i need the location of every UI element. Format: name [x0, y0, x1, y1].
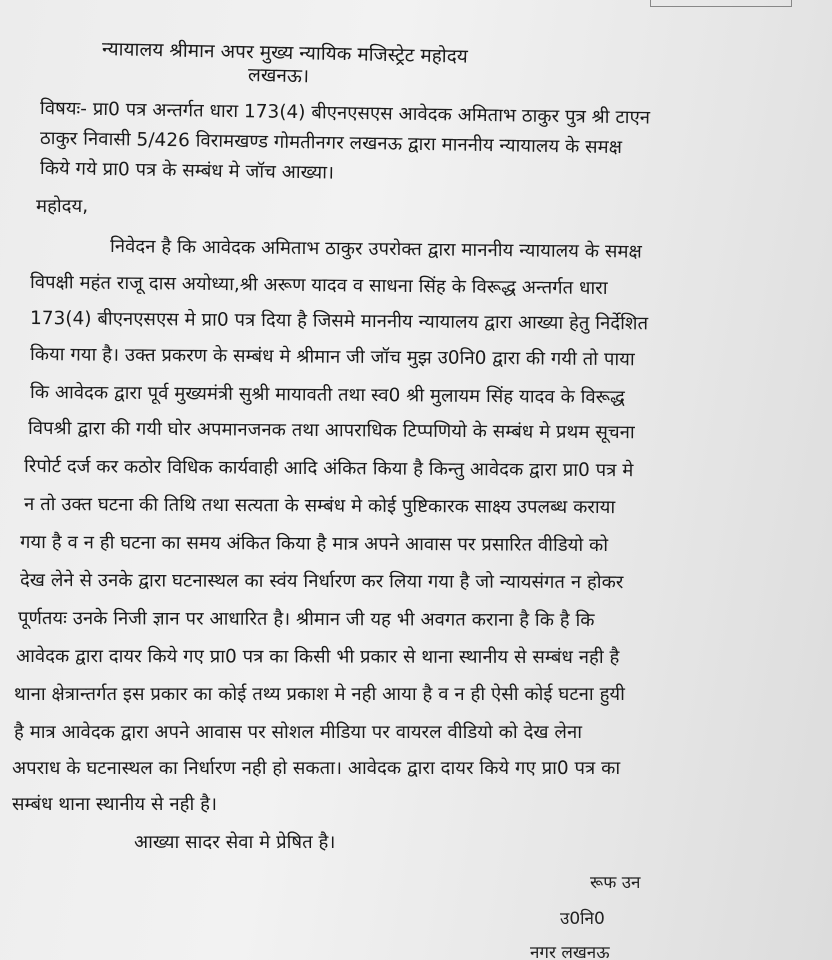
body-line-4: किया गया है। उक्त प्रकरण के सम्बंध मे श्रीमान जी जॉच मुझ उ0नि0 द्वारा की गयी तो पाया [29, 344, 635, 371]
body-line-16: सम्बंध थाना स्थानीय से नही है। [12, 794, 217, 815]
body-line-6: विपश्री द्वारा की गयी घोर अपमानजनक तथा आपराधिक टिप्पणियो के सम्बंध मे प्रथम सूचना [27, 418, 635, 444]
signature-line-2: उ0नि0 [560, 909, 605, 929]
body-line-10: देख लेने से उनके द्वारा घटनास्थल का स्वंय निर्धारण कर लिया गया है जो न्यायसंगत न होकर [19, 570, 624, 594]
body-line-14: है मात्र आवेदक द्वारा अपने आवास पर सोशल मीडिया पर वायरल वीडियो को देख लेना [14, 722, 583, 743]
body-line-5: कि आवेदक द्वारा पूर्व मुख्यमंत्री सुश्री मायावती तथा स्व0 श्री मुलायम सिंह यादव के विरूद्ध [29, 382, 625, 409]
signature-line-1: रूफ उन [590, 873, 641, 893]
top-right-box-edge [650, 0, 792, 7]
signature-line-3: नगर लखनऊ [530, 943, 610, 960]
subject-line-3: किये गये प्रा0 पत्र के सम्बंध मे जॉच आख्या। [39, 158, 335, 184]
body-line-8: न तो उक्त घटना की तिथि तथा सत्यता के सम्बंध मे कोई पुष्टिकारक साक्ष्य उपलब्ध कराया [23, 494, 616, 519]
salutation: महोदय, [36, 196, 89, 217]
subject-line-2: ठाकुर निवासी 5/426 विरामखण्ड गोमतीनगर लखनऊ द्वारा माननीय न्यायालय के समक्ष [39, 128, 623, 159]
closing-line: आख्या सादर सेवा मे प्रेषित है। [134, 832, 336, 853]
top-edge-strip [0, 0, 832, 14]
body-line-2: विपक्षी महंत राजू दास अयोध्या,श्री अरूण यादव व साधना सिंह के विरूद्ध अन्तर्गत धारा [29, 272, 608, 300]
body-line-3: 173(4) बीएनएसएस मे प्रा0 पत्र दिया है जिसमे माननीय न्यायालय द्वारा आख्या हेतु निर्देशित [29, 308, 649, 335]
body-line-12: आवेदक द्वारा दायर किये गए प्रा0 पत्र का किसी भी प्रकार से थाना स्थानीय से सम्बंध नही है [15, 646, 620, 669]
body-line-9: गया है व न ही घटना का समय अंकित किया है मात्र अपने आवास पर प्रसारित वीडियो को [19, 532, 609, 557]
letter-heading-line2: लखनऊ। [247, 64, 310, 88]
body-line-15: अपराध के घटनास्थल का निर्धारण नही हो सकता। आवेदक द्वारा दायर किये गए प्रा0 पत्र का [12, 758, 621, 779]
letter-heading-line1: न्यायालय श्रीमान अपर मुख्य न्यायिक मजिस्ट्रेट महोदय [101, 38, 469, 68]
body-line-7: रिपोर्ट दर्ज कर कठोर विधिक कार्यवाही आदि अंकित किया है किन्तु आवेदक द्वारा प्रा0 पत्र मे [23, 456, 634, 482]
subject-line-1: विषयः- प्रा0 पत्र अन्तर्गत धारा 173(4) बीएनएसएस आवेदक अमिताभ ठाकुर पुत्र श्री टाएन [39, 98, 651, 129]
body-line-11: पूर्णतयः उनके निजी ज्ञान पर आधारित है। श्रीमान जी यह भी अवगत कराना है कि है कि [17, 608, 595, 632]
body-line-13: थाना क्षेत्रान्तर्गत इस प्रकार का कोई तथ्य प्रकाश मे नही आया है व न ही ऐसी कोई घटना हुयी [14, 684, 625, 705]
body-line-1: निवेदन है कि आवेदक अमिताभ ठाकुर उपरोक्त द्वारा माननीय न्यायालय के समक्ष [109, 236, 642, 263]
